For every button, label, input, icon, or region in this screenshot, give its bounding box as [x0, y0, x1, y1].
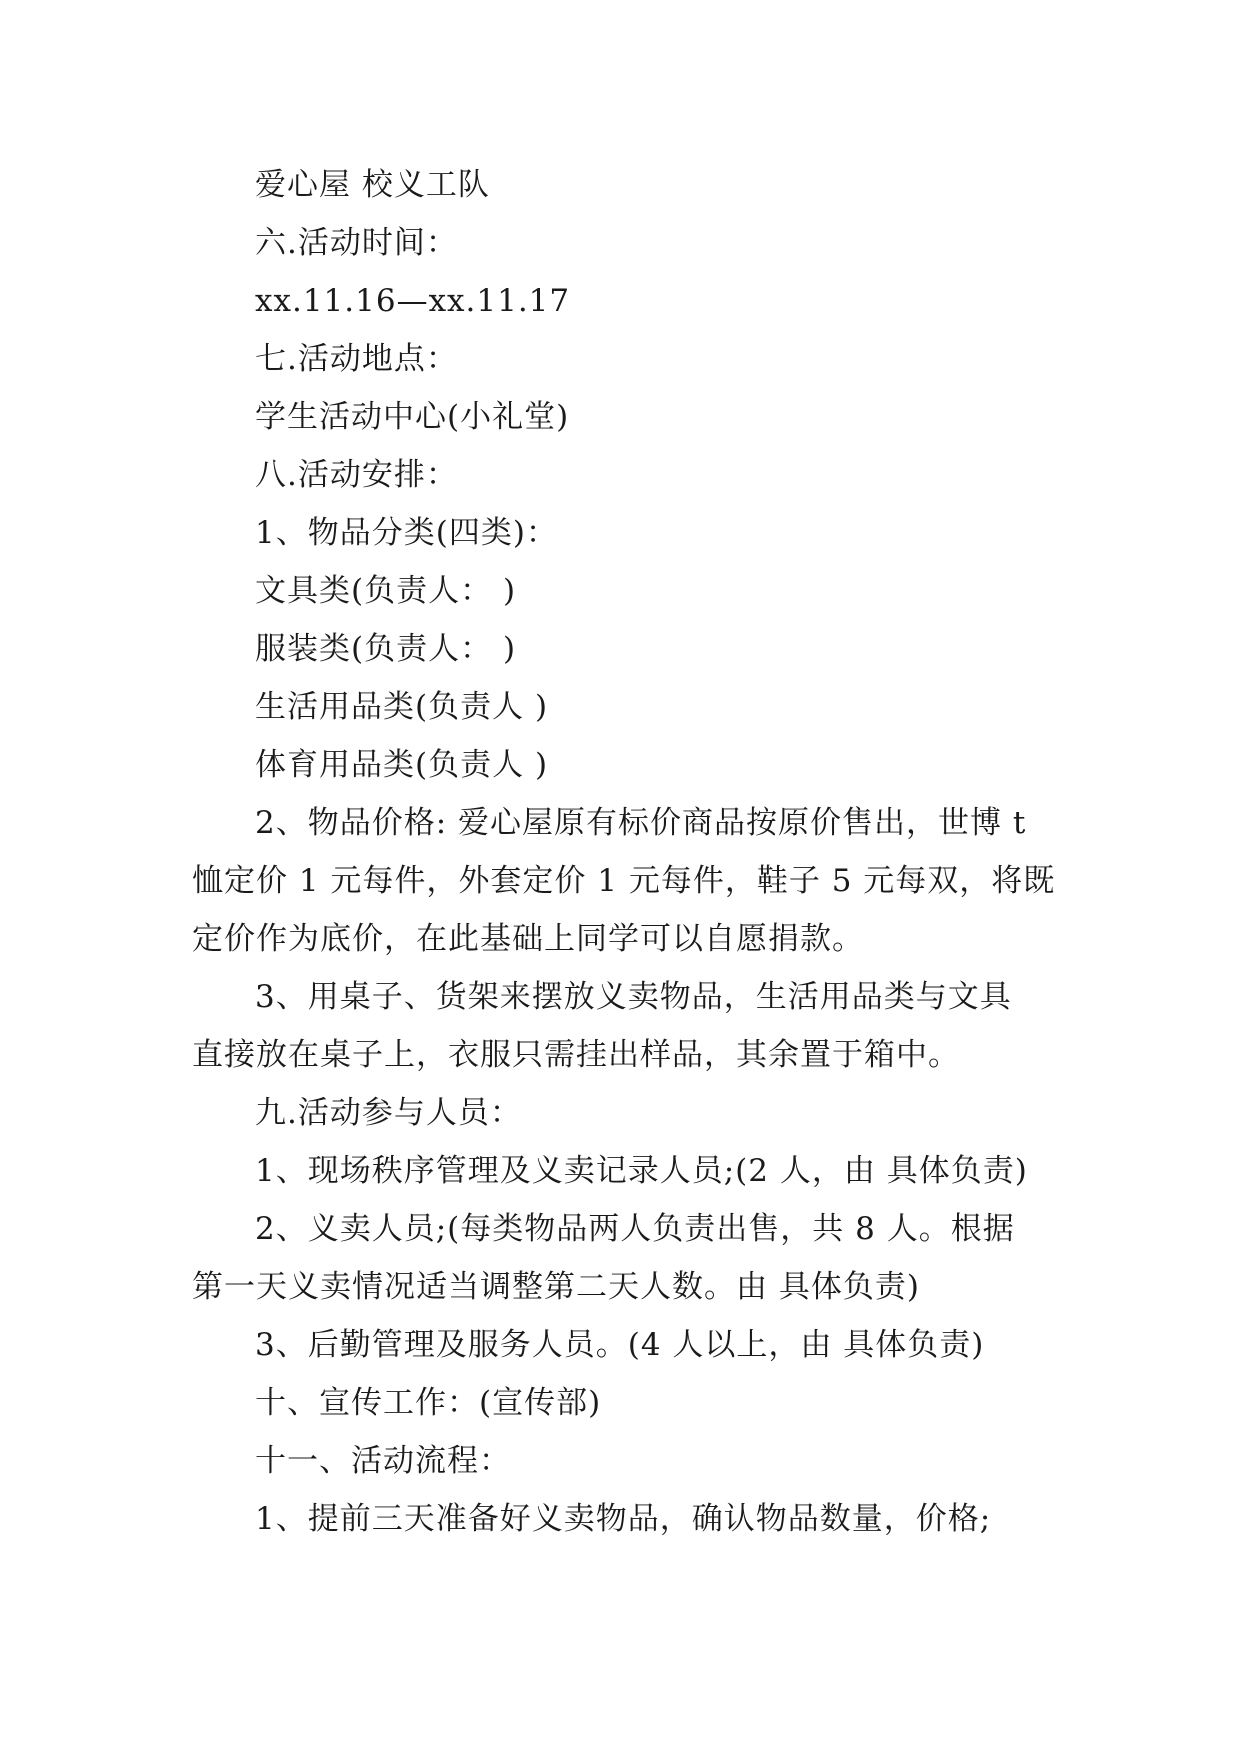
text-line: 文具类(负责人： ) — [255, 573, 517, 609]
text-line: 2、物品价格: 爱心屋原有标价商品按原价售出，世博 t — [255, 805, 1027, 841]
text-line: 服装类(负责人： ) — [255, 631, 517, 667]
text-line: 3、用桌子、货架来摆放义卖物品，生活用品类与文具 — [255, 979, 1012, 1015]
text-line: 生活用品类(负责人 ) — [255, 689, 549, 725]
text-line: xx.11.16—xx.11.17 — [255, 283, 571, 319]
text-line: 1、现场秩序管理及义卖记录人员;(2 人，由 具体负责) — [255, 1153, 1028, 1189]
text-line: 第一天义卖情况适当调整第二天人数。由 具体负责) — [192, 1269, 920, 1305]
text-line: 恤定价 1 元每件，外套定价 1 元每件，鞋子 5 元每双，将既 — [192, 863, 1056, 899]
text-line: 定价作为底价，在此基础上同学可以自愿捐款。 — [192, 921, 864, 957]
document-body — [192, 156, 1056, 1548]
text-line: 1、物品分类(四类)： — [255, 515, 558, 551]
text-line: 2、义卖人员;(每类物品两人负责出售，共 8 人。根据 — [255, 1211, 1015, 1247]
section-heading: 九.活动参与人员： — [255, 1095, 522, 1131]
text-line: 3、后勤管理及服务人员。(4 人以上，由 具体负责) — [255, 1327, 985, 1363]
section-heading: 十一、活动流程： — [255, 1443, 511, 1479]
text-line: 1、提前三天准备好义卖物品，确认物品数量，价格; — [255, 1501, 992, 1537]
section-heading: 七.活动地点： — [255, 341, 458, 377]
section-heading: 六.活动时间： — [255, 225, 458, 261]
section-heading: 十、宣传工作：(宣传部) — [255, 1385, 602, 1421]
text-line: 学生活动中心(小礼堂) — [255, 399, 570, 435]
text-line: 直接放在桌子上，衣服只需挂出样品，其余置于箱中。 — [192, 1037, 960, 1073]
section-heading: 八.活动安排： — [255, 457, 458, 493]
text-line: 体育用品类(负责人 ) — [255, 747, 549, 783]
text-line: 爱心屋 校义工队 — [255, 167, 490, 203]
